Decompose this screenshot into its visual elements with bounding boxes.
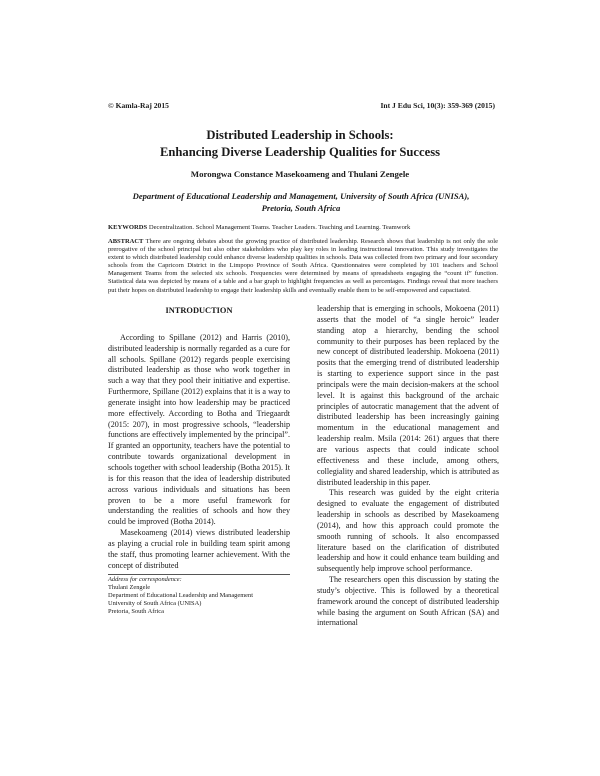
affiliation <box>118 191 484 214</box>
copyright-notice: © Kamla-Raj 2015 <box>108 101 169 110</box>
affiliation-line-1: Department of Educational Leadership and Management, University of South Africa (UNISA), <box>132 191 470 201</box>
correspondence-line: University of South Africa (UNISA) <box>108 600 202 608</box>
body-paragraph: The researchers open this discussion by stating the study’s objective. This is followed by a theoretical framework around the concept of distributed leadership while basing the argument on South African (SA) and international <box>317 575 499 628</box>
correspondence-label: Address for correspondence: <box>108 576 182 584</box>
author-list: Morongwa Constance Masekoameng and Thulani Zengele <box>190 169 410 179</box>
affiliation-line-2: Pretoria, South Africa <box>261 202 341 213</box>
body-paragraph: Masekoameng (2014) views distributed leadership as playing a crucial role in building team spirit among the staff, thus promoting learner achievement. With the concept of distributed <box>108 528 290 570</box>
footnote-divider <box>108 574 290 575</box>
abstract-label: ABSTRACT <box>108 238 144 245</box>
right-column <box>317 304 499 629</box>
correspondence-line: Pretoria, South Africa <box>108 608 164 616</box>
keywords-block <box>108 223 498 232</box>
body-paragraph: This research was guided by the eight criteria designed to evaluate the engagement of distributed leadership in schools as described by Masekoameng (2014), and how this approach could promote the smooth running of schools. It also encompassed literature based on the clarification of distributed leadership and how it could enhance team building and subsequently help improve school performance. <box>317 488 499 574</box>
keywords-label: KEYWORDS <box>108 224 148 231</box>
body-paragraph: leadership that is emerging in schools, Mokoena (2011) asserts that the model of “a single heroic” leader standing atop a hierarchy, bending the school community to their purposes has been replaced by the new concept of distributed leadership. Mokoena (2011) posits that the emerging trend of distributed leadership is starting to experience support since in the past principals were the main decision-makers at the school level. It is against this background of the archaic principles of autocratic management that the advent of distributed leadership has been increasingly gaining momentum in the educational management and leadership realm. Msila (2014: 261) argues that there are various aspects that could indicate school effectiveness and these include, among others, collegiality and shared leadership, which is attributed as distributed leadership in this paper. <box>317 304 499 487</box>
section-heading: INTRODUCTION <box>165 306 233 315</box>
keywords-text: Decentralization. School Management Teams. Teacher Leaders. Teaching and Learning. Teamwork <box>148 224 411 231</box>
correspondence-address <box>108 576 290 616</box>
correspondence-line: Department of Educational Leadership and Management <box>108 592 253 600</box>
body-paragraph: According to Spillane (2012) and Harris (2010), distributed leadership is normally regarded as a cure for all schools. Spillane (2012) regards people exercising distributed leadership as those who work together in such a way that they pool their initiative and expertise. Furthermore, Spillane (2012) explains that it is a way to generate insight into how leadership may be practiced more effectively. According to Botha and Triegaardt (2015: 207), in most progressive schools, “leadership functions are effectively implemented by the principal”. If granted an opportunity, teachers have the potential to contribute towards organizational development in schools together with school leadership (Botha 2015). It is for this reason that the idea of leadership distributed across various individuals and situations has been proven to be a more useful framework for understanding the realities of schools and how they could be improved (Botha 2014). <box>108 332 290 527</box>
left-column <box>108 306 290 616</box>
journal-citation: Int J Edu Sci, 10(3): 359-369 (2015) <box>380 101 495 110</box>
abstract-text: There are ongoing debates about the growing practice of distributed leadership. Research shows that leadership is not only the sole prerogative of the school principal but also other stakeholders who play key roles in leading instructional innovation. This study investigates the extent to which distributed leadership could enhance diverse leadership qualities in schools. Data was collected from two primary and four secondary schools from the Capricorn District in the Limpopo Province of South Africa. Questionnaires were completed by 101 teachers and School Management Teams from the selected six schools. Frequencies were determined by means of spreadsheets engaging the “count if” function. Statistical data was depicted by means of a table and a bar graph to highlight frequencies as well as percentages. Findings reveal that more teachers put their hopes on distributed leadership to engage their leadership skills and eventually enable them to be self-empowered and capacitated. <box>108 238 498 294</box>
abstract-block <box>108 238 498 295</box>
title-line-2: Enhancing Diverse Leadership Qualities for Success <box>160 145 440 159</box>
correspondence-line: Thulani Zengele <box>108 584 151 592</box>
article-title <box>80 127 520 161</box>
title-line-1: Distributed Leadership in Schools: <box>206 128 394 142</box>
